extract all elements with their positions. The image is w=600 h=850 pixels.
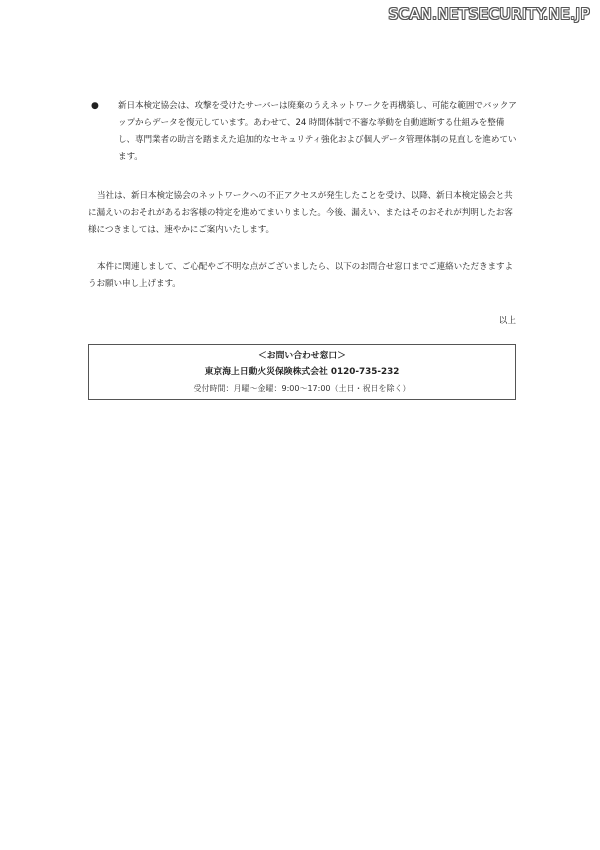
paragraph-notification: 当社は、新日本検定協会のネットワークへの不正アクセスが発生したことを受け、以降、新日本検定協会と共に漏えいのおそれがあるお客様の特定を進めてまいりました。今後、漏えい、またはそのおそれが判明したお客様につきましては、速やかにご案内いたします。 [88, 191, 513, 235]
bullet-item [88, 98, 518, 166]
contact-box [88, 344, 516, 400]
contact-company-phone: 東京海上日動火災保険株式会社 0120-735-232 [204, 367, 400, 377]
contact-title: ＜お問い合わせ窓口＞ [258, 351, 346, 361]
site-watermark: SCAN.NETSECURITY.NE.JP [388, 5, 590, 23]
bullet-text: 新日本検定協会は、攻撃を受けたサーバーは廃棄のうえネットワークを再構築し、可能な範囲でバックアップからデータを復元しています。あわせて、24 時間体制で不審な挙動を自動遮断する仕組みを整備し、専門業者の助言を踏まえた追加的なセキュリティ強化および個人データ管理体制の見直しを進めています。 [118, 101, 517, 162]
paragraph-inquiry: 本件に関連しまして、ご心配やご不明な点がございましたら、以下のお問合せ窓口までご連絡いただきますようお願い申し上げます。 [88, 262, 514, 289]
document-page [88, 98, 518, 400]
closing-mark: 以上 [498, 316, 516, 326]
bullet-marker: ● [91, 101, 99, 111]
contact-hours: 受付時間：月曜～金曜：9:00～17:00（土日・祝日を除く） [193, 384, 411, 393]
